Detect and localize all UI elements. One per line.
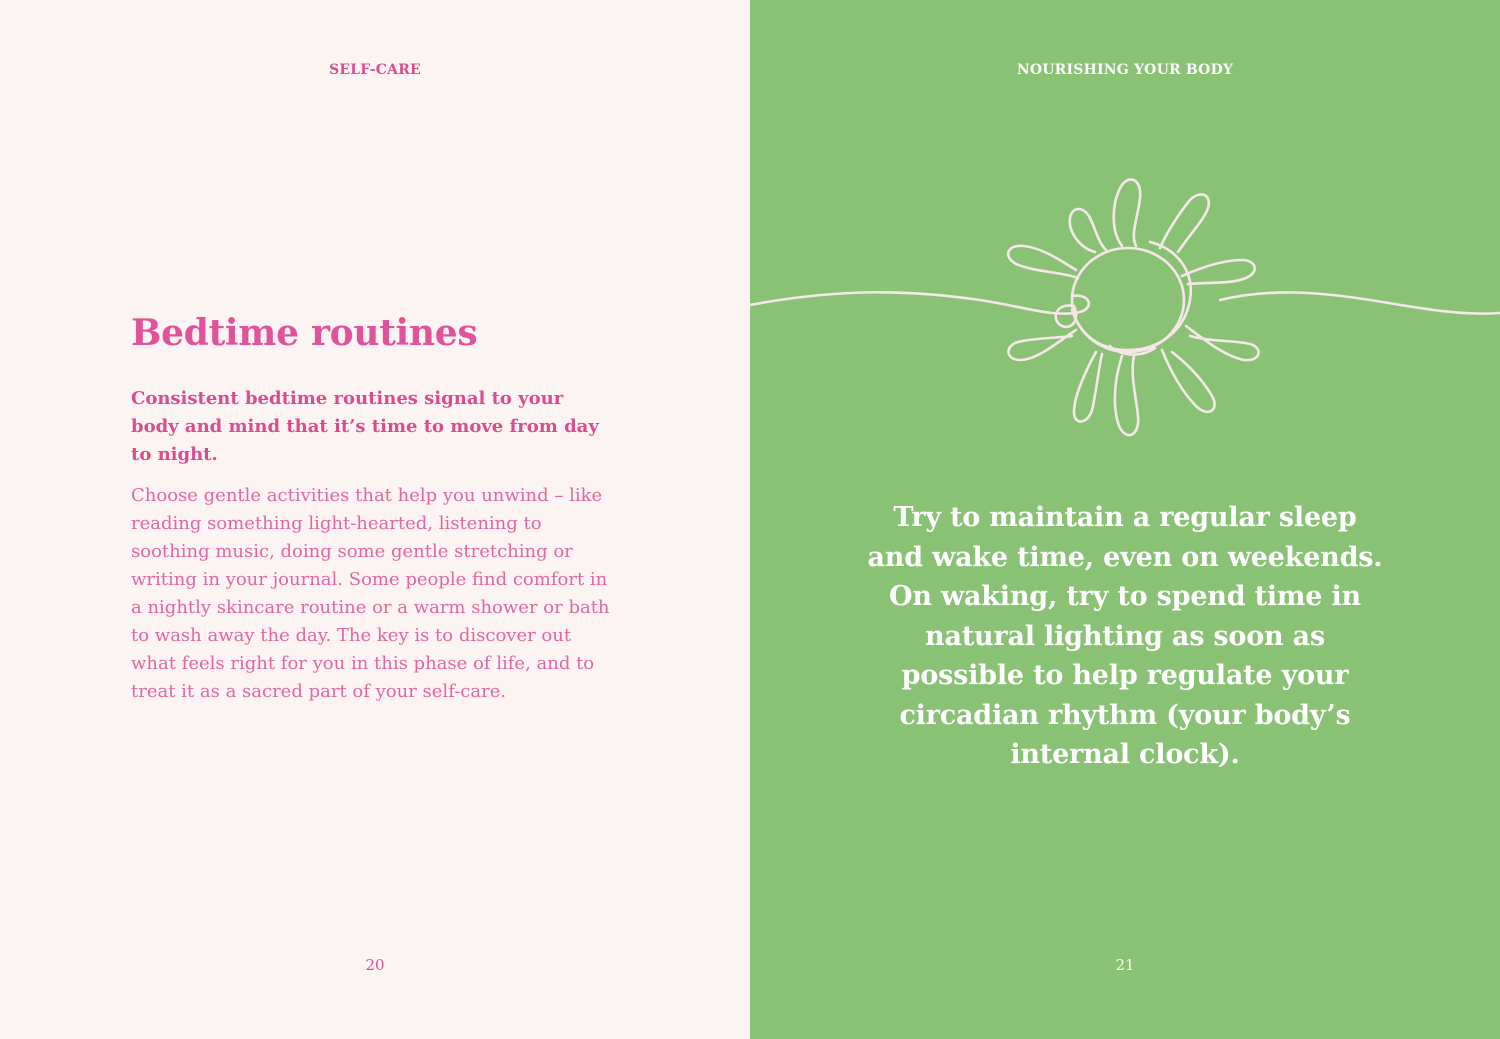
lead-paragraph: Consistent bedtime routines signal to your body and mind that it’s time to move from day to night. — [131, 388, 599, 465]
body-paragraph: Choose gentle activities that help you unwind – like reading something light-hearted, listening to soothing music, doing some gentle stretching or writing in your journal. Some people find comfort in a nightly skincare routine or a warm shower or bath to wash away the day. The key is to discover out what feels right for you in this phase of life, and to treat it as a sacred part of your self-care. — [131, 485, 610, 702]
running-head-right: NOURISHING YOUR BODY — [1016, 62, 1234, 78]
right-page — [750, 0, 1500, 1039]
sun-line-drawing-icon — [750, 160, 1500, 460]
page-number-right: 21 — [1115, 956, 1135, 974]
running-head-left: SELF-CARE — [329, 62, 421, 78]
pull-quote: Try to maintain a regular sleep and wake time, even on weekends. On waking, try to spend time in natural lighting as soon as possible to help regulate your circadian rhythm (your body’s internal clock). — [867, 502, 1383, 770]
section-heading: Bedtime routines — [131, 312, 478, 354]
page-number-left: 20 — [365, 956, 385, 974]
